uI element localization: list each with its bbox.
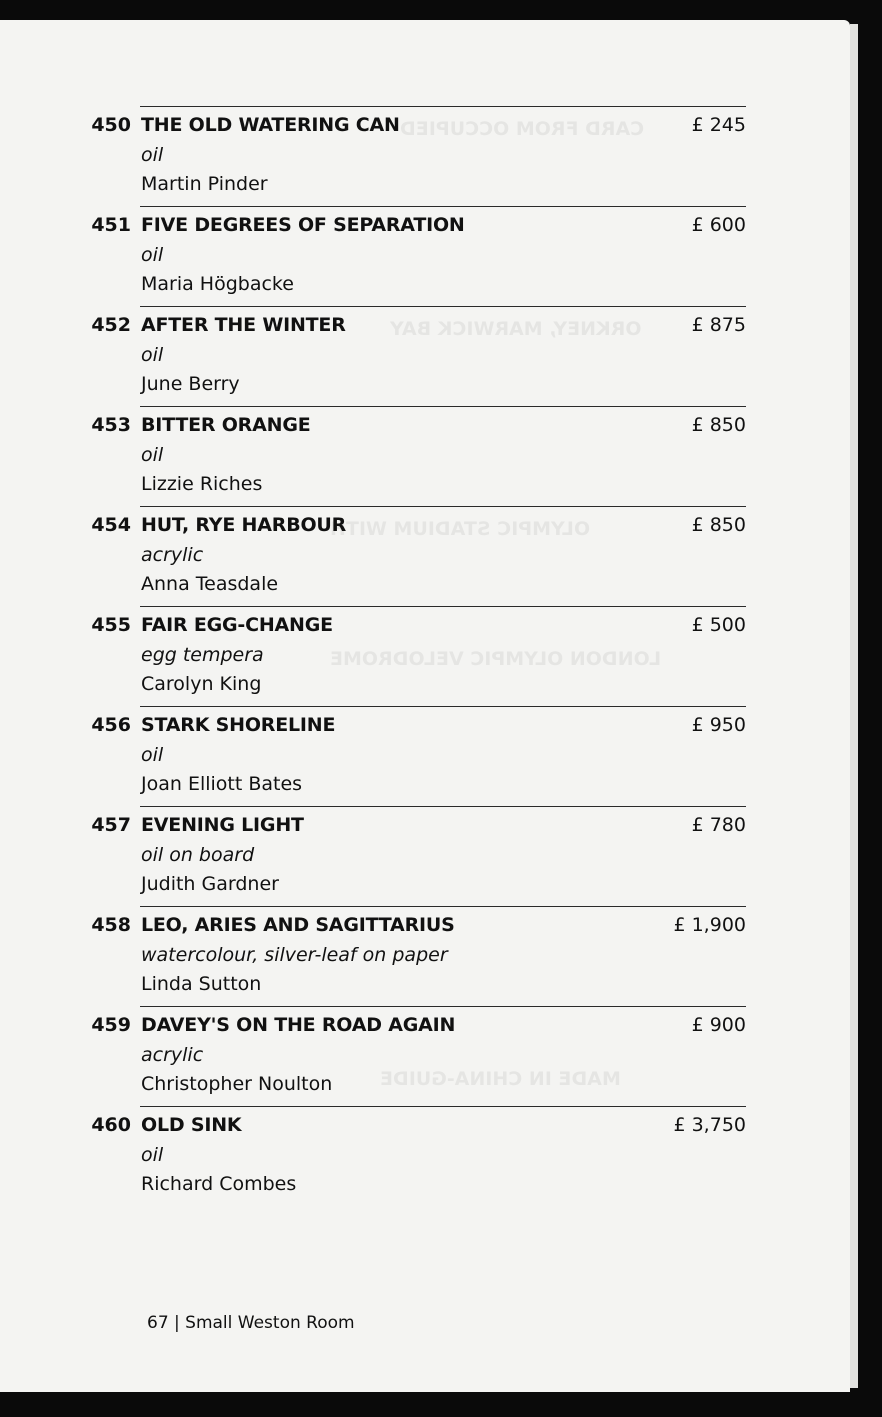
catalogue-entry <box>0 1006 850 1106</box>
catalogue-entry <box>0 906 850 1006</box>
artist-name: Martin Pinder <box>141 173 268 195</box>
entry-rule <box>140 1106 746 1107</box>
artwork-title: OLD SINK <box>141 1114 242 1136</box>
artwork-title: FAIR EGG-CHANGE <box>141 614 333 636</box>
lot-number: 457 <box>91 814 131 836</box>
artwork-medium: oil <box>141 144 164 166</box>
artwork-price: £ 3,750 <box>673 1114 746 1136</box>
entry-rule <box>140 206 746 207</box>
artist-name: Christopher Noulton <box>141 1073 333 1095</box>
lot-number: 456 <box>91 714 131 736</box>
artwork-medium: oil <box>141 744 164 766</box>
artwork-medium: oil <box>141 244 164 266</box>
show-through-text: LONDON OLYMPIC VELODROME <box>330 648 662 670</box>
artwork-title: FIVE DEGREES OF SEPARATION <box>141 214 465 236</box>
artist-name: June Berry <box>141 373 240 395</box>
lot-number: 458 <box>91 914 131 936</box>
artist-name: Anna Teasdale <box>141 573 279 595</box>
artwork-title: BITTER ORANGE <box>141 414 311 436</box>
artwork-medium: acrylic <box>141 544 204 566</box>
artwork-title: HUT, RYE HARBOUR <box>141 514 347 536</box>
lot-number: 459 <box>91 1014 131 1036</box>
page-footer: 67 | Small Weston Room <box>147 1313 355 1333</box>
lot-number: 452 <box>91 314 131 336</box>
lot-number: 454 <box>91 514 131 536</box>
entry-rule <box>140 706 746 707</box>
artwork-medium: oil <box>141 444 164 466</box>
catalogue-entry <box>0 206 850 306</box>
lot-number: 453 <box>91 414 131 436</box>
artwork-title: EVENING LIGHT <box>141 814 304 836</box>
artwork-medium: oil on board <box>141 844 255 866</box>
entry-rule <box>140 906 746 907</box>
artist-name: Linda Sutton <box>141 973 262 995</box>
catalogue-entry <box>0 506 850 606</box>
artist-name: Joan Elliott Bates <box>141 773 303 795</box>
page-edge <box>850 24 858 1388</box>
catalogue-entry <box>0 406 850 506</box>
show-through-text: CARD FROM OCCUPIED <box>400 118 645 140</box>
catalogue-entry <box>0 106 850 206</box>
catalogue-entry <box>0 306 850 406</box>
entry-rule <box>140 506 746 507</box>
entry-rule <box>140 1006 746 1007</box>
catalogue-entry <box>0 606 850 706</box>
artist-name: Lizzie Riches <box>141 473 263 495</box>
entry-rule <box>140 606 746 607</box>
artwork-price: £ 950 <box>691 714 746 736</box>
artwork-medium: acrylic <box>141 1044 204 1066</box>
artist-name: Judith Gardner <box>141 873 279 895</box>
artwork-price: £ 850 <box>691 514 746 536</box>
lot-number: 450 <box>91 114 131 136</box>
catalogue-entry <box>0 706 850 806</box>
artist-name: Richard Combes <box>141 1173 297 1195</box>
artwork-title: LEO, ARIES AND SAGITTARIUS <box>141 914 455 936</box>
show-through-text: OLYMPIC STADIUM WITH <box>330 518 591 540</box>
catalogue-entry <box>0 1106 850 1206</box>
artwork-title: THE OLD WATERING CAN <box>141 114 400 136</box>
artwork-title: AFTER THE WINTER <box>141 314 346 336</box>
artist-name: Maria Högbacke <box>141 273 294 295</box>
artwork-price: £ 875 <box>691 314 746 336</box>
entry-rule <box>140 806 746 807</box>
entry-rule <box>140 106 746 107</box>
artwork-price: £ 245 <box>691 114 746 136</box>
catalogue-entry <box>0 806 850 906</box>
show-through-text: MADE IN CHINA-GUIDE <box>380 1068 621 1090</box>
entry-rule <box>140 406 746 407</box>
artwork-title: DAVEY'S ON THE ROAD AGAIN <box>141 1014 456 1036</box>
artwork-price: £ 1,900 <box>673 914 746 936</box>
entry-rule <box>140 306 746 307</box>
artwork-price: £ 600 <box>691 214 746 236</box>
artwork-price: £ 780 <box>691 814 746 836</box>
artwork-title: STARK SHORELINE <box>141 714 336 736</box>
artist-name: Carolyn King <box>141 673 262 695</box>
lot-number: 460 <box>91 1114 131 1136</box>
artwork-medium: oil <box>141 344 164 366</box>
artwork-price: £ 850 <box>691 414 746 436</box>
artwork-price: £ 900 <box>691 1014 746 1036</box>
artwork-medium: oil <box>141 1144 164 1166</box>
artwork-medium: watercolour, silver-leaf on paper <box>141 944 448 966</box>
lot-number: 455 <box>91 614 131 636</box>
lot-number: 451 <box>91 214 131 236</box>
show-through-text: ORKNEY, MARWICK BAY <box>390 318 642 340</box>
artwork-price: £ 500 <box>691 614 746 636</box>
artwork-medium: egg tempera <box>141 644 264 666</box>
